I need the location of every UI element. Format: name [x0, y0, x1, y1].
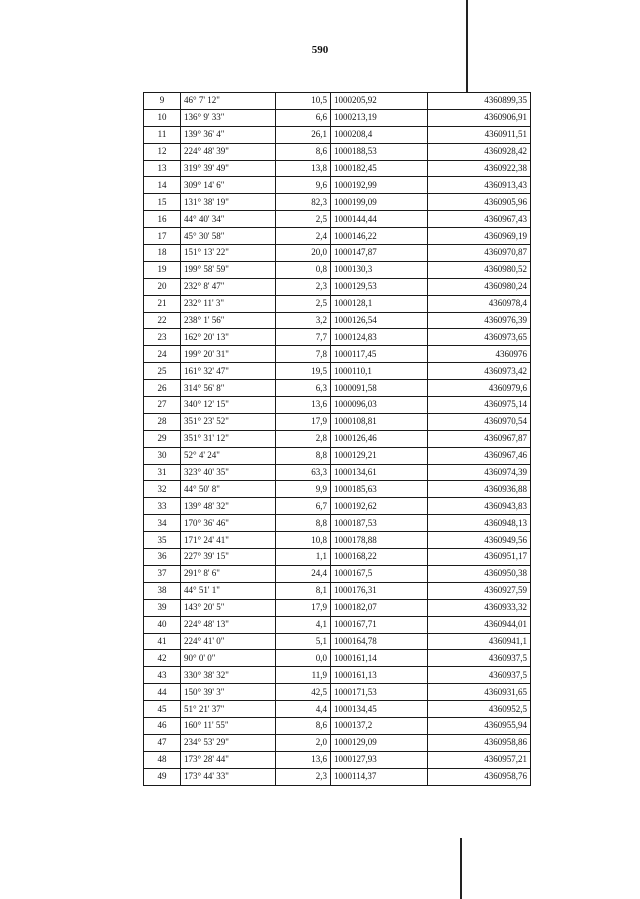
segment-length-cell: 2,8: [276, 430, 331, 447]
x-coordinate-cell: 1000146,22: [331, 228, 428, 245]
x-coordinate-cell: 1000134,45: [331, 701, 428, 718]
table-row: [144, 549, 531, 566]
x-coordinate-cell: 1000168,22: [331, 549, 428, 566]
segment-length-cell: 2,4: [276, 228, 331, 245]
table-row: [144, 312, 531, 329]
table-row: [144, 498, 531, 515]
table-row: [144, 515, 531, 532]
table-row: [144, 616, 531, 633]
y-coordinate-cell: 4360941,1: [428, 633, 531, 650]
x-coordinate-cell: 1000126,54: [331, 312, 428, 329]
table-row: [144, 261, 531, 278]
y-coordinate-cell: 4360957,21: [428, 751, 531, 768]
x-coordinate-cell: 1000114,37: [331, 768, 428, 785]
y-coordinate-cell: 4360958,86: [428, 734, 531, 751]
table-row: [144, 295, 531, 312]
y-coordinate-cell: 4360973,65: [428, 329, 531, 346]
point-number-cell: 14: [144, 177, 181, 194]
direction-angle-cell: 234° 53' 29": [181, 734, 276, 751]
point-number-cell: 30: [144, 447, 181, 464]
y-coordinate-cell: 4360928,42: [428, 143, 531, 160]
table-row: [144, 599, 531, 616]
segment-length-cell: 17,9: [276, 413, 331, 430]
point-number-cell: 42: [144, 650, 181, 667]
segment-length-cell: 4,4: [276, 701, 331, 718]
point-number-cell: 21: [144, 295, 181, 312]
direction-angle-cell: 238° 1' 56": [181, 312, 276, 329]
y-coordinate-cell: 4360943,83: [428, 498, 531, 515]
y-coordinate-cell: 4360944,01: [428, 616, 531, 633]
direction-angle-cell: 351° 31' 12": [181, 430, 276, 447]
table-row: [144, 667, 531, 684]
y-coordinate-cell: 4360937,5: [428, 667, 531, 684]
table-row: [144, 481, 531, 498]
point-number-cell: 34: [144, 515, 181, 532]
y-coordinate-cell: 4360967,43: [428, 211, 531, 228]
y-coordinate-cell: 4360970,54: [428, 413, 531, 430]
x-coordinate-cell: 1000187,53: [331, 515, 428, 532]
table-row: [144, 633, 531, 650]
y-coordinate-cell: 4360911,51: [428, 126, 531, 143]
x-coordinate-cell: 1000128,1: [331, 295, 428, 312]
coordinates-table: [143, 92, 531, 786]
segment-length-cell: 5,1: [276, 633, 331, 650]
x-coordinate-cell: 1000091,58: [331, 380, 428, 397]
scan-margin-line-top: [466, 0, 468, 92]
segment-length-cell: 9,6: [276, 177, 331, 194]
y-coordinate-cell: 4360980,52: [428, 261, 531, 278]
point-number-cell: 37: [144, 565, 181, 582]
table-row: [144, 363, 531, 380]
point-number-cell: 13: [144, 160, 181, 177]
table-row: [144, 109, 531, 126]
point-number-cell: 38: [144, 582, 181, 599]
direction-angle-cell: 227° 39' 15": [181, 549, 276, 566]
table-row: [144, 768, 531, 785]
y-coordinate-cell: 4360976: [428, 346, 531, 363]
direction-angle-cell: 46° 7' 12": [181, 93, 276, 110]
point-number-cell: 12: [144, 143, 181, 160]
y-coordinate-cell: 4360936,88: [428, 481, 531, 498]
direction-angle-cell: 314° 56' 8": [181, 380, 276, 397]
point-number-cell: 11: [144, 126, 181, 143]
table-row: [144, 126, 531, 143]
direction-angle-cell: 44° 51' 1": [181, 582, 276, 599]
table-row: [144, 160, 531, 177]
y-coordinate-cell: 4360975,14: [428, 397, 531, 414]
direction-angle-cell: 340° 12' 15": [181, 397, 276, 414]
direction-angle-cell: 323° 40' 35": [181, 464, 276, 481]
point-number-cell: 25: [144, 363, 181, 380]
table-row: [144, 329, 531, 346]
direction-angle-cell: 51° 21' 37": [181, 701, 276, 718]
segment-length-cell: 2,3: [276, 278, 331, 295]
x-coordinate-cell: 1000192,62: [331, 498, 428, 515]
point-number-cell: 40: [144, 616, 181, 633]
table-row: [144, 565, 531, 582]
table-row: [144, 582, 531, 599]
x-coordinate-cell: 1000188,53: [331, 143, 428, 160]
direction-angle-cell: 90° 0' 0": [181, 650, 276, 667]
table-row: [144, 278, 531, 295]
point-number-cell: 26: [144, 380, 181, 397]
x-coordinate-cell: 1000161,13: [331, 667, 428, 684]
table-row: [144, 143, 531, 160]
table-row: [144, 228, 531, 245]
point-number-cell: 16: [144, 211, 181, 228]
segment-length-cell: 2,5: [276, 211, 331, 228]
point-number-cell: 22: [144, 312, 181, 329]
y-coordinate-cell: 4360974,39: [428, 464, 531, 481]
direction-angle-cell: 139° 36' 4": [181, 126, 276, 143]
scan-margin-line-bottom: [460, 838, 462, 899]
segment-length-cell: 4,1: [276, 616, 331, 633]
segment-length-cell: 17,9: [276, 599, 331, 616]
direction-angle-cell: 139° 48' 32": [181, 498, 276, 515]
direction-angle-cell: 136° 9' 33": [181, 109, 276, 126]
y-coordinate-cell: 4360951,17: [428, 549, 531, 566]
segment-length-cell: 8,8: [276, 447, 331, 464]
x-coordinate-cell: 1000167,5: [331, 565, 428, 582]
segment-length-cell: 24,4: [276, 565, 331, 582]
direction-angle-cell: 44° 40' 34": [181, 211, 276, 228]
table-row: [144, 93, 531, 110]
y-coordinate-cell: 4360913,43: [428, 177, 531, 194]
direction-angle-cell: 131° 38' 19": [181, 194, 276, 211]
x-coordinate-cell: 1000129,09: [331, 734, 428, 751]
y-coordinate-cell: 4360952,5: [428, 701, 531, 718]
segment-length-cell: 6,3: [276, 380, 331, 397]
segment-length-cell: 2,3: [276, 768, 331, 785]
direction-angle-cell: 162° 20' 13": [181, 329, 276, 346]
point-number-cell: 28: [144, 413, 181, 430]
point-number-cell: 47: [144, 734, 181, 751]
x-coordinate-cell: 1000167,71: [331, 616, 428, 633]
x-coordinate-cell: 1000129,21: [331, 447, 428, 464]
direction-angle-cell: 160° 11' 55": [181, 717, 276, 734]
x-coordinate-cell: 1000127,93: [331, 751, 428, 768]
segment-length-cell: 9,9: [276, 481, 331, 498]
table-row: [144, 430, 531, 447]
point-number-cell: 44: [144, 684, 181, 701]
segment-length-cell: 0,8: [276, 261, 331, 278]
x-coordinate-cell: 1000096,03: [331, 397, 428, 414]
table-row: [144, 346, 531, 363]
segment-length-cell: 2,5: [276, 295, 331, 312]
x-coordinate-cell: 1000134,61: [331, 464, 428, 481]
point-number-cell: 9: [144, 93, 181, 110]
x-coordinate-cell: 1000171,53: [331, 684, 428, 701]
segment-length-cell: 10,5: [276, 93, 331, 110]
segment-length-cell: 1,1: [276, 549, 331, 566]
table-row: [144, 211, 531, 228]
y-coordinate-cell: 4360976,39: [428, 312, 531, 329]
direction-angle-cell: 150° 39' 3": [181, 684, 276, 701]
y-coordinate-cell: 4360955,94: [428, 717, 531, 734]
x-coordinate-cell: 1000129,53: [331, 278, 428, 295]
point-number-cell: 10: [144, 109, 181, 126]
x-coordinate-cell: 1000144,44: [331, 211, 428, 228]
direction-angle-cell: 319° 39' 49": [181, 160, 276, 177]
direction-angle-cell: 309° 14' 6": [181, 177, 276, 194]
y-coordinate-cell: 4360950,38: [428, 565, 531, 582]
x-coordinate-cell: 1000182,07: [331, 599, 428, 616]
segment-length-cell: 13,6: [276, 397, 331, 414]
direction-angle-cell: 232° 8' 47": [181, 278, 276, 295]
table-row: [144, 532, 531, 549]
segment-length-cell: 8,6: [276, 717, 331, 734]
table-row: [144, 751, 531, 768]
point-number-cell: 23: [144, 329, 181, 346]
direction-angle-cell: 351° 23' 52": [181, 413, 276, 430]
x-coordinate-cell: 1000110,1: [331, 363, 428, 380]
x-coordinate-cell: 1000178,88: [331, 532, 428, 549]
point-number-cell: 43: [144, 667, 181, 684]
segment-length-cell: 7,7: [276, 329, 331, 346]
table-row: [144, 177, 531, 194]
segment-length-cell: 19,5: [276, 363, 331, 380]
table-row: [144, 447, 531, 464]
table-row: [144, 717, 531, 734]
segment-length-cell: 11,9: [276, 667, 331, 684]
point-number-cell: 33: [144, 498, 181, 515]
point-number-cell: 20: [144, 278, 181, 295]
x-coordinate-cell: 1000124,83: [331, 329, 428, 346]
segment-length-cell: 42,5: [276, 684, 331, 701]
point-number-cell: 41: [144, 633, 181, 650]
table-row: [144, 701, 531, 718]
point-number-cell: 35: [144, 532, 181, 549]
direction-angle-cell: 291° 8' 6": [181, 565, 276, 582]
segment-length-cell: 63,3: [276, 464, 331, 481]
segment-length-cell: 8,6: [276, 143, 331, 160]
segment-length-cell: 13,6: [276, 751, 331, 768]
y-coordinate-cell: 4360937,5: [428, 650, 531, 667]
direction-angle-cell: 232° 11' 3": [181, 295, 276, 312]
y-coordinate-cell: 4360969,19: [428, 228, 531, 245]
direction-angle-cell: 173° 44' 33": [181, 768, 276, 785]
point-number-cell: 45: [144, 701, 181, 718]
y-coordinate-cell: 4360967,46: [428, 447, 531, 464]
y-coordinate-cell: 4360899,35: [428, 93, 531, 110]
point-number-cell: 49: [144, 768, 181, 785]
point-number-cell: 32: [144, 481, 181, 498]
segment-length-cell: 8,1: [276, 582, 331, 599]
table-row: [144, 397, 531, 414]
y-coordinate-cell: 4360931,65: [428, 684, 531, 701]
table-row: [144, 194, 531, 211]
point-number-cell: 29: [144, 430, 181, 447]
table-row: [144, 684, 531, 701]
segment-length-cell: 26,1: [276, 126, 331, 143]
segment-length-cell: 13,8: [276, 160, 331, 177]
x-coordinate-cell: 1000199,09: [331, 194, 428, 211]
x-coordinate-cell: 1000108,81: [331, 413, 428, 430]
segment-length-cell: 20,0: [276, 245, 331, 262]
x-coordinate-cell: 1000208,4: [331, 126, 428, 143]
y-coordinate-cell: 4360980,24: [428, 278, 531, 295]
y-coordinate-cell: 4360949,56: [428, 532, 531, 549]
segment-length-cell: 8,8: [276, 515, 331, 532]
table-row: [144, 650, 531, 667]
direction-angle-cell: 143° 20' 5": [181, 599, 276, 616]
direction-angle-cell: 199° 20' 31": [181, 346, 276, 363]
table-row: [144, 245, 531, 262]
point-number-cell: 48: [144, 751, 181, 768]
point-number-cell: 19: [144, 261, 181, 278]
x-coordinate-cell: 1000192,99: [331, 177, 428, 194]
segment-length-cell: 6,7: [276, 498, 331, 515]
y-coordinate-cell: 4360973,42: [428, 363, 531, 380]
segment-length-cell: 6,6: [276, 109, 331, 126]
point-number-cell: 15: [144, 194, 181, 211]
direction-angle-cell: 224° 41' 0": [181, 633, 276, 650]
direction-angle-cell: 44° 50' 8": [181, 481, 276, 498]
x-coordinate-cell: 1000176,31: [331, 582, 428, 599]
y-coordinate-cell: 4360922,38: [428, 160, 531, 177]
x-coordinate-cell: 1000182,45: [331, 160, 428, 177]
x-coordinate-cell: 1000161,14: [331, 650, 428, 667]
table-row: [144, 413, 531, 430]
direction-angle-cell: 173° 28' 44": [181, 751, 276, 768]
direction-angle-cell: 45° 30' 58": [181, 228, 276, 245]
x-coordinate-cell: 1000126,46: [331, 430, 428, 447]
y-coordinate-cell: 4360978,4: [428, 295, 531, 312]
point-number-cell: 17: [144, 228, 181, 245]
direction-angle-cell: 199° 58' 59": [181, 261, 276, 278]
direction-angle-cell: 170° 36' 46": [181, 515, 276, 532]
direction-angle-cell: 151° 13' 22": [181, 245, 276, 262]
x-coordinate-cell: 1000213,19: [331, 109, 428, 126]
segment-length-cell: 3,2: [276, 312, 331, 329]
y-coordinate-cell: 4360979,6: [428, 380, 531, 397]
y-coordinate-cell: 4360933,32: [428, 599, 531, 616]
point-number-cell: 36: [144, 549, 181, 566]
direction-angle-cell: 330° 38' 32": [181, 667, 276, 684]
point-number-cell: 39: [144, 599, 181, 616]
x-coordinate-cell: 1000130,3: [331, 261, 428, 278]
direction-angle-cell: 171° 24' 41": [181, 532, 276, 549]
y-coordinate-cell: 4360905,96: [428, 194, 531, 211]
point-number-cell: 18: [144, 245, 181, 262]
direction-angle-cell: 52° 4' 24": [181, 447, 276, 464]
x-coordinate-cell: 1000205,92: [331, 93, 428, 110]
x-coordinate-cell: 1000147,87: [331, 245, 428, 262]
y-coordinate-cell: 4360958,76: [428, 768, 531, 785]
segment-length-cell: 82,3: [276, 194, 331, 211]
y-coordinate-cell: 4360970,87: [428, 245, 531, 262]
x-coordinate-cell: 1000117,45: [331, 346, 428, 363]
table-row: [144, 380, 531, 397]
x-coordinate-cell: 1000164,78: [331, 633, 428, 650]
table-row: [144, 464, 531, 481]
segment-length-cell: 7,8: [276, 346, 331, 363]
x-coordinate-cell: 1000137,2: [331, 717, 428, 734]
point-number-cell: 46: [144, 717, 181, 734]
y-coordinate-cell: 4360967,87: [428, 430, 531, 447]
segment-length-cell: 2,0: [276, 734, 331, 751]
segment-length-cell: 10,8: [276, 532, 331, 549]
point-number-cell: 24: [144, 346, 181, 363]
y-coordinate-cell: 4360906,91: [428, 109, 531, 126]
segment-length-cell: 0,0: [276, 650, 331, 667]
page-number: 590: [311, 44, 329, 56]
point-number-cell: 27: [144, 397, 181, 414]
point-number-cell: 31: [144, 464, 181, 481]
coordinates-table-body: [144, 93, 531, 786]
table-row: [144, 734, 531, 751]
y-coordinate-cell: 4360948,13: [428, 515, 531, 532]
direction-angle-cell: 161° 32' 47": [181, 363, 276, 380]
direction-angle-cell: 224° 48' 39": [181, 143, 276, 160]
x-coordinate-cell: 1000185,63: [331, 481, 428, 498]
y-coordinate-cell: 4360927,59: [428, 582, 531, 599]
direction-angle-cell: 224° 48' 13": [181, 616, 276, 633]
